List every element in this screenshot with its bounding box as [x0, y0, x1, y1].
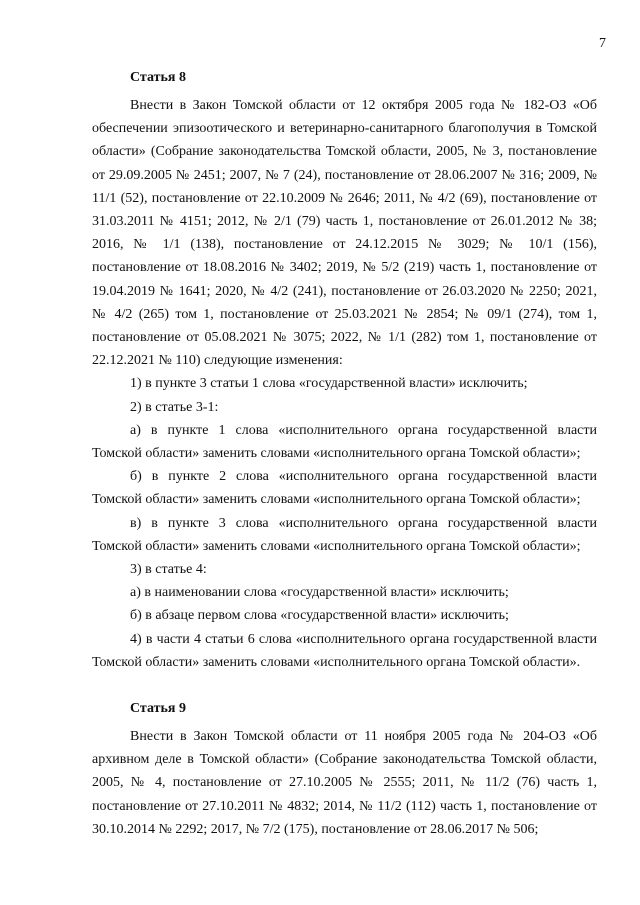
page-number: 7 [599, 36, 606, 51]
section-spacer [92, 674, 597, 697]
list-item: в) в пункте 3 слова «исполнительного органа государственной власти Томской области» заменить словами «исполнительного органа Томской области»; [92, 515, 597, 554]
list-item: 2) в статье 3-1: [130, 399, 219, 415]
article-intro: Внести в Закон Томской области от 11 ноября 2005 года № 204-ОЗ «Об архивном деле в Томской области» (Собрание законодательства Томской области, 2005, № 4, постановление от 27.10.2005 № 2555; 2011, № 11/2 (76) часть 1, постановление от 27.10.2011 № 4832; 2014, № 11/2 (112) часть 1, постановление от 30.10.2014 № 2292; 2017, № 7/2 (175), постановление от 28.06.2017 № 506; [92, 729, 597, 837]
list-item: б) в пункте 2 слова «исполнительного органа государственной власти Томской области» заменить словами «исполнительного органа Томской области»; [92, 469, 597, 508]
list-item: 4) в части 4 статьи 6 слова «исполнительного органа государственной власти Томской области» заменить словами «исполнительного органа Томской области». [92, 631, 597, 670]
article-heading: Статья 8 [130, 70, 186, 85]
article-8 [92, 66, 597, 674]
list-item: 3) в статье 4: [130, 562, 207, 578]
list-item: а) в наименовании слова «государственной власти» исключить; [130, 585, 509, 601]
document-body [92, 66, 597, 841]
list-item: а) в пункте 1 слова «исполнительного органа государственной власти Томской области» заменить словами «исполнительного органа Томской области»; [92, 422, 597, 462]
article-9 [92, 697, 597, 841]
article-intro: Внести в Закон Томской области от 12 октября 2005 года № 182-ОЗ «Об обеспечении эпизоотического и ветеринарно-санитарного благополучия в Томской области» (Собрание законодательства Томской области, 2005, № 3, постановление от 29.09.2005 № 2451; 2007, № 7 (24), постановление от 28.06.2007 № 316; 2009, № 11/1 (52), постановление от 22.10.2009 № 2646; 2011, № 4/2 (69), постановление от 31.03.2011 № 4151; 2012, № 2/1 (79) часть 1, постановление от 26.01.2012 № 38; 2016, № 1/1 (138), постановление от 24.12.2015 № 3029; № 10/1 (156), постановление от 18.08.2016 № 3402; 2019, № 5/2 (219) часть 1, постановление от 19.04.2019 № 1641; 2020, № 4/2 (241), постановление от 26.03.2020 № 2250; 2021, № 4/2 (265) том 1, постановление от 25.03.2021 № 2854; № 09/1 (274), том 1, постановление от 05.08.2021 № 3075; 2022, № 1/1 (282) том 1, постановление от 22.12.2021 № 110) следующие изменения: [92, 98, 597, 369]
list-item: б) в абзаце первом слова «государственной власти» исключить; [130, 608, 509, 624]
list-item: 1) в пункте 3 статьи 1 слова «государственной власти» исключить; [130, 376, 528, 392]
article-heading: Статья 9 [130, 701, 186, 717]
